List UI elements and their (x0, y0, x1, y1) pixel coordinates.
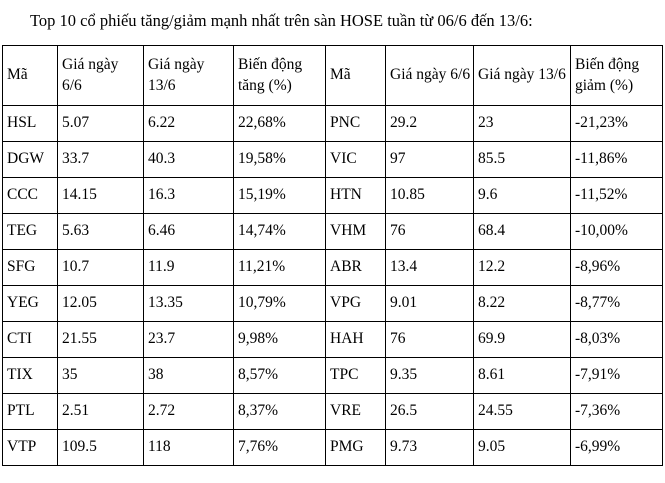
table-row (3, 106, 663, 142)
gainer-price-end-cell: 38 (144, 358, 234, 394)
loser-code-cell: VRE (326, 394, 386, 430)
gainer-price-start-cell: 2.51 (58, 394, 144, 430)
gainer-change-cell: 7,76% (234, 430, 326, 466)
page-title: Top 10 cổ phiếu tăng/giảm mạnh nhất trên sàn HOSE tuần từ 06/6 đến 13/6: (30, 11, 533, 30)
gainer-price-end-cell: 23.7 (144, 322, 234, 358)
gainer-price-start-cell: 33.7 (58, 142, 144, 178)
gainer-change-cell: 8,37% (234, 394, 326, 430)
gainer-price-end-cell: 16.3 (144, 178, 234, 214)
loser-price-start-cell: 29.2 (386, 106, 474, 142)
loser-price-end-cell: 9.05 (474, 430, 571, 466)
gainer-price-start-cell: 35 (58, 358, 144, 394)
loser-code-cell: ABR (326, 250, 386, 286)
header-loser-price-end: Giá ngày 13/6 (474, 46, 571, 106)
loser-change-cell: -10,00% (571, 214, 663, 250)
header-gainer-change: Biến động tăng (%) (234, 46, 326, 106)
table-row (3, 214, 663, 250)
table-row (3, 430, 663, 466)
loser-change-cell: -8,03% (571, 322, 663, 358)
loser-price-end-cell: 69.9 (474, 322, 571, 358)
gainer-change-cell: 9,98% (234, 322, 326, 358)
gainer-price-end-cell: 2.72 (144, 394, 234, 430)
header-row (3, 46, 663, 106)
gainer-price-end-cell: 118 (144, 430, 234, 466)
table-row (3, 394, 663, 430)
loser-code-cell: TPC (326, 358, 386, 394)
loser-code-cell: HTN (326, 178, 386, 214)
loser-change-cell: -21,23% (571, 106, 663, 142)
loser-change-cell: -6,99% (571, 430, 663, 466)
gainer-code-cell: TIX (3, 358, 58, 394)
header-gainer-code: Mã (3, 46, 58, 106)
gainer-code-cell: HSL (3, 106, 58, 142)
gainer-price-end-cell: 6.22 (144, 106, 234, 142)
gainer-change-cell: 22,68% (234, 106, 326, 142)
loser-price-start-cell: 13.4 (386, 250, 474, 286)
loser-price-end-cell: 12.2 (474, 250, 571, 286)
loser-price-start-cell: 26.5 (386, 394, 474, 430)
gainer-price-start-cell: 12.05 (58, 286, 144, 322)
gainer-price-end-cell: 13.35 (144, 286, 234, 322)
gainer-code-cell: CTI (3, 322, 58, 358)
table-row (3, 358, 663, 394)
gainer-change-cell: 14,74% (234, 214, 326, 250)
gainer-price-start-cell: 109.5 (58, 430, 144, 466)
gainer-code-cell: VTP (3, 430, 58, 466)
loser-change-cell: -8,77% (571, 286, 663, 322)
gainer-change-cell: 19,58% (234, 142, 326, 178)
header-loser-price-start: Giá ngày 6/6 (386, 46, 474, 106)
gainer-change-cell: 11,21% (234, 250, 326, 286)
gainer-change-cell: 8,57% (234, 358, 326, 394)
header-loser-code: Mã (326, 46, 386, 106)
loser-price-end-cell: 8.22 (474, 286, 571, 322)
table-row (3, 142, 663, 178)
table-row (3, 322, 663, 358)
gainer-code-cell: YEG (3, 286, 58, 322)
gainer-price-end-cell: 11.9 (144, 250, 234, 286)
loser-code-cell: PMG (326, 430, 386, 466)
loser-code-cell: PNC (326, 106, 386, 142)
loser-price-end-cell: 68.4 (474, 214, 571, 250)
gainer-code-cell: TEG (3, 214, 58, 250)
gainer-price-start-cell: 5.63 (58, 214, 144, 250)
loser-price-start-cell: 9.01 (386, 286, 474, 322)
loser-code-cell: VPG (326, 286, 386, 322)
gainer-price-start-cell: 21.55 (58, 322, 144, 358)
gainer-code-cell: DGW (3, 142, 58, 178)
loser-price-start-cell: 76 (386, 322, 474, 358)
header-loser-change: Biến động giảm (%) (571, 46, 663, 106)
loser-price-end-cell: 23 (474, 106, 571, 142)
loser-change-cell: -8,96% (571, 250, 663, 286)
loser-price-start-cell: 10.85 (386, 178, 474, 214)
loser-price-start-cell: 97 (386, 142, 474, 178)
loser-code-cell: VHM (326, 214, 386, 250)
table-row (3, 286, 663, 322)
gainer-change-cell: 10,79% (234, 286, 326, 322)
loser-code-cell: HAH (326, 322, 386, 358)
gainer-change-cell: 15,19% (234, 178, 326, 214)
gainer-price-start-cell: 10.7 (58, 250, 144, 286)
loser-change-cell: -11,86% (571, 142, 663, 178)
gainer-price-start-cell: 14.15 (58, 178, 144, 214)
loser-price-start-cell: 76 (386, 214, 474, 250)
header-gainer-price-start: Giá ngày 6/6 (58, 46, 144, 106)
header-gainer-price-end: Giá ngày 13/6 (144, 46, 234, 106)
loser-price-end-cell: 8.61 (474, 358, 571, 394)
loser-price-end-cell: 9.6 (474, 178, 571, 214)
loser-price-start-cell: 9.73 (386, 430, 474, 466)
loser-price-end-cell: 85.5 (474, 142, 571, 178)
loser-price-end-cell: 24.55 (474, 394, 571, 430)
loser-change-cell: -11,52% (571, 178, 663, 214)
loser-price-start-cell: 9.35 (386, 358, 474, 394)
gainer-price-start-cell: 5.07 (58, 106, 144, 142)
table-row (3, 178, 663, 214)
loser-code-cell: VIC (326, 142, 386, 178)
gainer-code-cell: CCC (3, 178, 58, 214)
gainer-price-end-cell: 6.46 (144, 214, 234, 250)
loser-change-cell: -7,91% (571, 358, 663, 394)
hose-top-movers-table (2, 45, 663, 466)
loser-change-cell: -7,36% (571, 394, 663, 430)
gainer-code-cell: PTL (3, 394, 58, 430)
gainer-code-cell: SFG (3, 250, 58, 286)
gainer-price-end-cell: 40.3 (144, 142, 234, 178)
table-row (3, 250, 663, 286)
